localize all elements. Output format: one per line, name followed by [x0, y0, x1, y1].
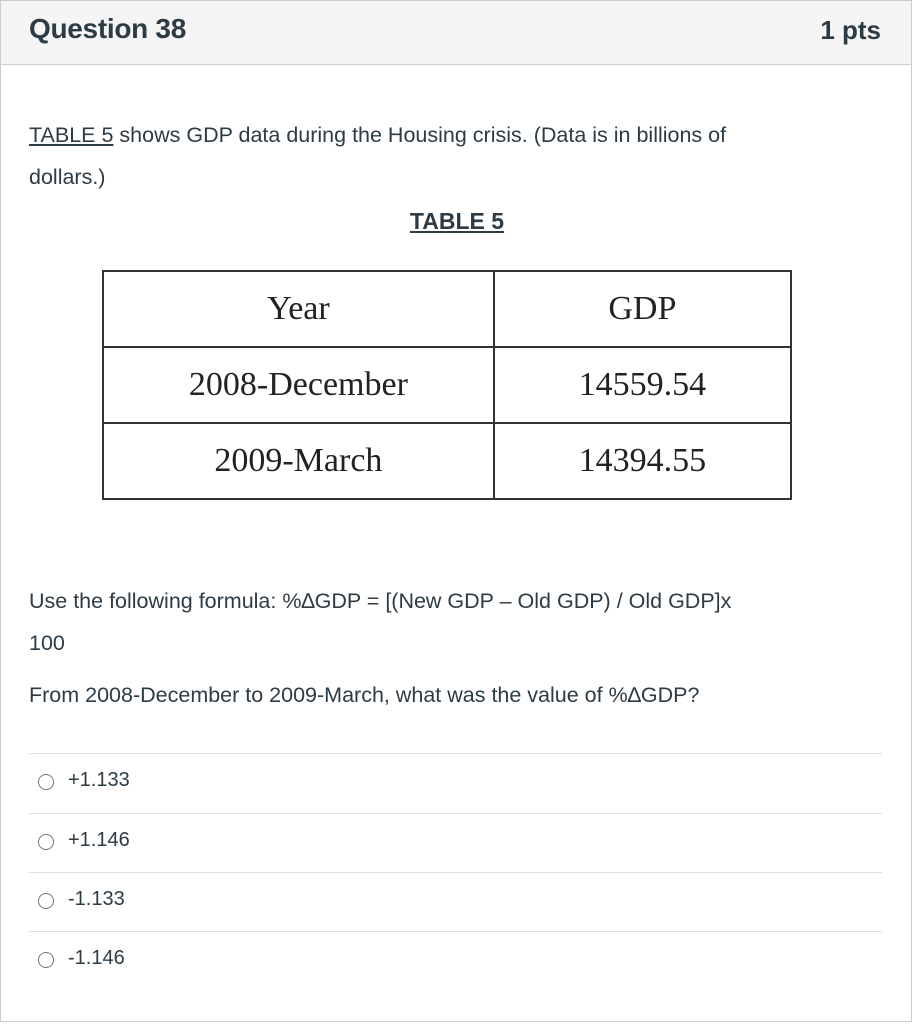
answer-label[interactable]: -1.133 — [68, 888, 125, 910]
table-header-row — [103, 271, 791, 347]
table-cell-gdp: 14394.55 — [494, 423, 791, 499]
table-reference: TABLE 5 — [29, 123, 114, 147]
answer-option[interactable] — [29, 813, 882, 872]
question-intro — [29, 114, 849, 198]
question-title: Question 38 — [29, 13, 186, 44]
formula-line-2: 100 — [29, 631, 65, 655]
table-header-year: Year — [103, 271, 494, 347]
answer-label[interactable]: -1.146 — [68, 947, 125, 969]
formula-line-1: Use the following formula: %∆GDP = [(New GDP – Old GDP) / Old GDP]x — [29, 589, 732, 613]
answer-option[interactable] — [29, 753, 882, 813]
answer-list — [29, 753, 882, 990]
table-caption: TABLE 5 — [409, 208, 505, 234]
table-header-gdp: GDP — [494, 271, 791, 347]
table-row — [103, 423, 791, 499]
answer-label[interactable]: +1.146 — [68, 829, 130, 851]
gdp-table — [102, 270, 792, 500]
table-cell-year: 2008-December — [103, 347, 494, 423]
table-row — [103, 347, 791, 423]
table-cell-gdp: 14559.54 — [494, 347, 791, 423]
radio-button[interactable] — [38, 834, 54, 850]
radio-button[interactable] — [38, 774, 54, 790]
formula-text — [29, 580, 869, 664]
answer-option[interactable] — [29, 931, 882, 990]
answer-option[interactable] — [29, 872, 882, 931]
question-points: 1 pts — [820, 15, 881, 45]
table-cell-year: 2009-March — [103, 423, 494, 499]
question-intro-text-line2: dollars.) — [29, 165, 106, 189]
question-header — [1, 1, 911, 65]
question-intro-text: shows GDP data during the Housing crisis. (Data is in billions of — [113, 123, 727, 147]
answer-label[interactable]: +1.133 — [68, 769, 130, 791]
radio-button[interactable] — [38, 952, 54, 968]
radio-button[interactable] — [38, 893, 54, 909]
question-prompt: From 2008-December to 2009-March, what was the value of %∆GDP? — [29, 683, 700, 707]
